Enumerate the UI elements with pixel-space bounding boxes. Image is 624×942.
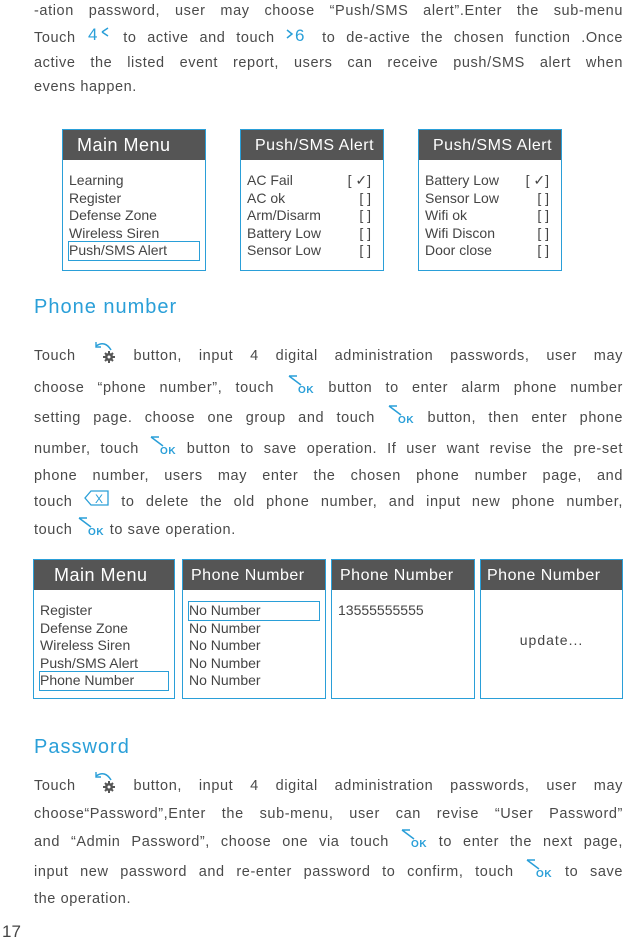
alert-item[interactable]: Arm/Disarm [ ] bbox=[247, 207, 371, 224]
key-6-icon bbox=[285, 24, 311, 53]
phone-slot[interactable]: No Number bbox=[189, 654, 261, 671]
menu-item-register[interactable]: Register bbox=[69, 189, 122, 206]
alert-item[interactable]: Wifi ok [ ] bbox=[425, 207, 549, 224]
phone-line-2: choose “phone number”, touch OK button to enter alarm phone number bbox=[34, 373, 623, 404]
phone-line-7: touch OK to save operation. bbox=[34, 515, 623, 546]
phone-slot[interactable]: No Number bbox=[189, 602, 319, 620]
ok-icon-label: OK bbox=[88, 527, 105, 537]
ok-icon bbox=[525, 857, 553, 888]
settings-icon bbox=[93, 770, 117, 803]
ok-icon bbox=[149, 434, 177, 465]
menu-item-register[interactable]: Register bbox=[40, 602, 93, 618]
ok-icon bbox=[387, 403, 415, 434]
phone-line-6: touch X to delete the old phone number, and input new phone number, bbox=[34, 489, 623, 516]
ok-icon bbox=[287, 373, 315, 404]
phone-line-4: number, touch OK button to save operation. If user want revise the pre-set bbox=[34, 434, 623, 465]
menu-item-phone-number[interactable]: Phone Number bbox=[40, 672, 168, 690]
ok-icon bbox=[400, 827, 428, 858]
phone-main-menu-list bbox=[34, 590, 174, 690]
phone-number-list-panel bbox=[182, 559, 326, 699]
alert-checkbox-checked[interactable]: [ ✓] bbox=[347, 172, 371, 188]
alert-checkbox-checked[interactable]: [ ✓] bbox=[525, 172, 549, 188]
phone-slot[interactable]: No Number bbox=[189, 619, 261, 636]
menu-item-defense-zone[interactable]: Defense Zone bbox=[69, 207, 157, 224]
ok-icon-label: OK bbox=[410, 838, 428, 849]
alert-checkbox[interactable]: [ ] bbox=[537, 224, 549, 241]
phone-slot[interactable]: No Number bbox=[189, 672, 261, 689]
intro-line-4: evens happen. bbox=[34, 78, 137, 95]
settings-icon bbox=[93, 340, 117, 373]
alert-checkbox[interactable]: [ ] bbox=[359, 224, 371, 241]
phone-number-update-title: Phone Number bbox=[481, 560, 622, 590]
password-line-4: input new password and re-enter password to confirm, touch OK to save bbox=[34, 857, 623, 888]
password-line-3: and “Admin Password”, choose one via touch OK to enter the next page, bbox=[34, 827, 623, 858]
alert-item[interactable]: Sensor Low [ ] bbox=[247, 242, 371, 259]
ok-icon-label: OK bbox=[298, 384, 315, 395]
phone-number-entry-panel bbox=[331, 559, 475, 699]
phone-number-entry-title: Phone Number bbox=[332, 560, 474, 590]
alert-checkbox[interactable]: [ ] bbox=[359, 242, 371, 259]
push-sms-alert-panel-1 bbox=[240, 129, 384, 271]
password-line-2: choose“Password”,Enter the sub-menu, user can revise “User Password” bbox=[34, 805, 623, 822]
password-line-5: the operation. bbox=[34, 891, 132, 908]
alert-item[interactable]: Battery Low [ ] bbox=[247, 224, 371, 241]
alert-list-2 bbox=[419, 160, 561, 260]
alert-checkbox[interactable]: [ ] bbox=[359, 189, 371, 206]
phone-number-entry bbox=[332, 590, 474, 620]
ok-icon bbox=[77, 515, 105, 546]
alert-item[interactable]: AC ok [ ] bbox=[247, 189, 371, 206]
phone-number-list-title: Phone Number bbox=[183, 560, 325, 590]
intro-line-3: active the listed event report, users can receive push/SMS alert when bbox=[34, 55, 623, 71]
menu-item-push-sms-alert[interactable]: Push/SMS Alert bbox=[40, 654, 139, 671]
phone-number-heading: Phone number bbox=[34, 296, 178, 318]
phone-line-5: phone number, users may enter the chosen phone number page, and bbox=[34, 468, 623, 484]
phone-number-list bbox=[183, 590, 325, 690]
intro-paragraph bbox=[34, 0, 623, 99]
ok-icon-label: OK bbox=[159, 445, 177, 456]
main-menu-title: Main Menu bbox=[63, 130, 205, 160]
alert-item[interactable]: AC Fail [ ✓] bbox=[247, 172, 371, 188]
ok-icon-label: OK bbox=[398, 415, 415, 425]
alert-list-1 bbox=[241, 160, 383, 260]
page-number: 17 bbox=[2, 922, 21, 941]
push-sms-alert-title-1: Push/SMS Alert bbox=[241, 130, 383, 160]
alert-item[interactable]: Wifi Discon [ ] bbox=[425, 224, 549, 241]
update-status: update... bbox=[519, 632, 584, 648]
phone-slot[interactable]: No Number bbox=[189, 637, 261, 654]
phone-line-1: Touch button, input 4 digital administration passwords, user may bbox=[34, 340, 623, 373]
delete-key-icon bbox=[84, 489, 110, 516]
menu-item-wireless-siren[interactable]: Wireless Siren bbox=[69, 224, 160, 241]
phone-number-input[interactable]: 13555555555 bbox=[338, 602, 424, 618]
phone-main-menu-title: Main Menu bbox=[34, 560, 174, 590]
push-sms-alert-title-2: Push/SMS Alert bbox=[419, 130, 561, 160]
key-6-glyph: 6 bbox=[295, 25, 306, 44]
main-menu-panel bbox=[62, 129, 206, 271]
key-4-icon bbox=[86, 24, 112, 53]
push-sms-alert-panel-2 bbox=[418, 129, 562, 271]
menu-item-wireless-siren[interactable]: Wireless Siren bbox=[40, 637, 131, 654]
phone-number-update-panel bbox=[480, 559, 623, 699]
ok-icon-label: OK bbox=[536, 869, 553, 880]
alert-checkbox[interactable]: [ ] bbox=[537, 189, 549, 206]
password-paragraph bbox=[34, 770, 623, 912]
delete-key-glyph: X bbox=[94, 491, 104, 506]
menu-item-learning[interactable]: Learning bbox=[69, 172, 124, 188]
alert-checkbox[interactable]: [ ] bbox=[537, 242, 549, 259]
key-4-glyph: 4 bbox=[88, 24, 99, 44]
menu-item-defense-zone[interactable]: Defense Zone bbox=[40, 619, 128, 636]
phone-main-menu-panel bbox=[33, 559, 175, 699]
alert-item[interactable]: Battery Low [ ✓] bbox=[425, 172, 549, 188]
intro-line-1: -ation password, user may choose “Push/SMS alert”.Enter the sub-menu bbox=[34, 3, 623, 19]
intro-line-2: Touch 4 to active and touch 6 to de-active the chosen function .Once bbox=[34, 24, 623, 53]
alert-item[interactable]: Door close [ ] bbox=[425, 242, 549, 259]
main-menu-list bbox=[63, 160, 205, 260]
alert-checkbox[interactable]: [ ] bbox=[359, 207, 371, 224]
alert-checkbox[interactable]: [ ] bbox=[537, 207, 549, 224]
phone-paragraph bbox=[34, 340, 623, 546]
password-heading: Password bbox=[34, 736, 130, 758]
menu-item-push-sms-alert[interactable]: Push/SMS Alert bbox=[69, 242, 199, 260]
alert-item[interactable]: Sensor Low [ ] bbox=[425, 189, 549, 206]
phone-line-3: setting page. choose one group and touch OK button, then enter phone bbox=[34, 403, 623, 434]
password-line-1: Touch button, input 4 digital administration passwords, user may bbox=[34, 770, 623, 803]
